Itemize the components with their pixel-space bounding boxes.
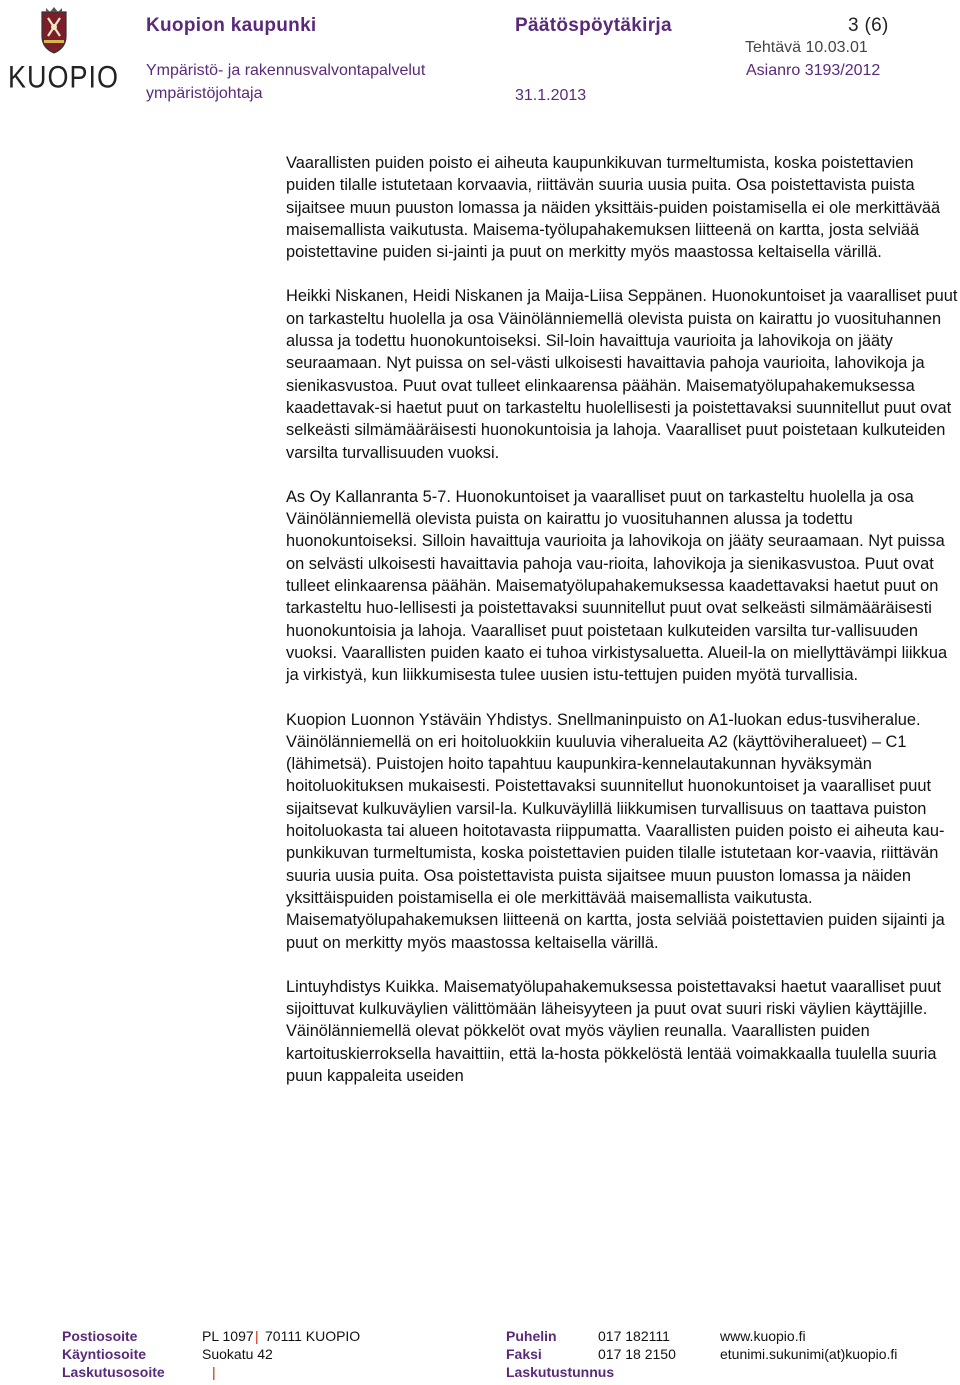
footer-separator: | <box>255 1328 259 1344</box>
doc-type: Päätöspöytäkirja <box>515 15 672 36</box>
task-number: Tehtävä 10.03.01 <box>745 39 868 56</box>
official-title: ympäristöjohtaja <box>146 85 263 102</box>
billing-label: Laskutusosoite <box>62 1364 165 1380</box>
paragraph: Heikki Niskanen, Heidi Niskanen ja Maija-Liisa Seppänen. Huonokuntoiset ja vaaralliset puut on tarkasteltu huolella ja osa Väinölänniemellä olevista puista on kairattu jo vuosituhannen alussa ja todettu huonokuntoiseksi. Sil-loin havaittuja vaurioita ja lahovikoja on jääty seuraamaan. Nyt puissa on sel-västi ulkoisesti havaittavia pahoja vaurioita, lahovikoja ja sienikasvustoa. Puut ovat tulleet elinkaarensa päähän. Maisematyölupahakemuksessa kaadettavak-si haetut puut on tarkasteltu huolellisesti ja poistettavaksi suunnitellut puut ovat selkeästi silmämääräisesti huonokuntoisia ja lahoja. Vaaralliset puut poistetaan kulkuteiden varsilta turvallisuuden vuoksi. <box>286 287 958 462</box>
page-footer <box>62 1327 952 1381</box>
org-name: Kuopion kaupunki <box>146 15 317 36</box>
logo-wordmark: KUOPIO <box>8 60 120 95</box>
paragraph: Lintuyhdistys Kuikka. Maisematyölupahakemuksessa poistettavaksi haetut vaaralliset puut sijoittuvat kulkuväylien välittömään läheisyyteen ja puut ovat suuri riski väylien käyttäjille. Väinölänniemellä olevat pökkelöt ovat myös väylien reunalla. Vaarallisten puiden kartoituskierroksella havaittiin, että la-hosta pökkelöstä lentää voimakkaalla tuulella suuria puun kappaleita useiden <box>286 977 942 1085</box>
city-crest-icon <box>38 6 70 54</box>
department: Ympäristö- ja rakennusvalvontapalvelut <box>146 62 426 79</box>
postal-label: Postiosoite <box>62 1328 138 1344</box>
fax-value: 017 18 2150 <box>598 1346 676 1362</box>
paragraph: Vaarallisten puiden poisto ei aiheuta kaupunkikuvan turmeltumista, koska poistettavien puiden tilalle istutetaan korvaavia, riittävän suuria uusia puita. Osa poistettavista puista sijaitsee muun puuston lomassa ja näiden yksittäis-puiden poistamisella ei ole merkittävää maisemallista vaikutusta. Maisema-työlupahakemuksen liitteenä on kartta, josta selviää poistettavine puiden si-jainti ja puut on merkitty myös maastossa keltaisella värillä. <box>286 154 941 262</box>
visit-label: Käyntiosoite <box>62 1346 147 1362</box>
email-link[interactable]: etunimi.sukunimi(at)kuopio.fi <box>720 1346 898 1362</box>
billing-id-label: Laskutustunnus <box>506 1364 615 1380</box>
paragraph: As Oy Kallanranta 5-7. Huonokuntoiset ja vaaralliset puut on tarkasteltu huolella ja osa Väinölänniemellä olevista puista on kairattu jo vuosituhannen alussa ja todettu huonokuntoiseksi. Silloin havaittuja vaurioita ja lahovikoja on jääty seuraamaan. Nyt puissa on selvästi ulkoisesti havaittavia pahoja vau-rioita, lahovikoja ja sienikasvustoa. Puut ovat tulleet elinkaarensa päähän. Maisematyölupahakemuksessa kaadettavaksi haetut puut on tarkasteltu huo-lellisesti ja poistettavaksi suunnitellut puut ovat selkeästi silmämääräisesti huonokuntoisia ja lahoja. Vaaralliset puut poistetaan kulkuteiden varsilta tur-vallisuuden vuoksi. Vaarallisten puiden kaato ei tuhoa virkistysaluetta. Alueil-la on miellyttävämpi liikkua ja virkistyä, kun liikkumisesta tulee uusien istu-tettujen puiden myötä turvallisia. <box>286 487 948 685</box>
visit-value: Suokatu 42 <box>202 1346 273 1362</box>
phone-label: Puhelin <box>506 1328 557 1344</box>
document-body <box>286 152 960 1109</box>
postal-value-b: 70111 KUOPIO <box>265 1328 361 1344</box>
paragraph: Kuopion Luonnon Ystäväin Yhdistys. Snellmaninpuisto on A1-luokan edus-tusviheralue. Väinölänniemellä on eri hoitoluokkiin kuuluvia viheralueita A2 (käyttöviheralueet) – C1 (lähimetsä). Puistojen hoito tapahtuu kaupunkira-kennelautakunnan hyväksymän hoitoluokituksen mukaisesti. Poistettavaksi suunnitellut huonokuntoiset ja vaaralliset puut sijaitsevat kulkuväylien varsil-la. Kulkuväylillä liikkumisen turvallisuus on taattava puiston hoitoluokasta tai alueen hoitotavasta riippumatta. Vaarallisten puiden poisto ei aiheuta kau-punkikuvan turmeltumista, koska poistettavien puiden tilalle istutetaan kor-vaavia, riittävän suuria uusia puita. Osa poistettavista puista sijaitsee muun puuston lomassa ja näiden yksittäispuiden poistamisella ei ole merkittävää maisemallista vaikutusta. Maisematyölupahakemuksen liitteenä on kartta, josta selviää poistettavien puiden sijainti ja puut on merkitty myös maastossa keltaisella värillä. <box>286 710 945 952</box>
phone-value: 017 182111 <box>598 1328 670 1344</box>
case-number: Asianro 3193/2012 <box>746 62 881 79</box>
document-date: 31.1.2013 <box>515 87 587 104</box>
website-link[interactable]: www.kuopio.fi <box>720 1328 806 1344</box>
fax-label: Faksi <box>506 1346 542 1362</box>
page-number: 3 (6) <box>848 15 889 36</box>
footer-separator: | <box>212 1364 216 1380</box>
postal-value-a: PL 1097 <box>202 1328 254 1344</box>
